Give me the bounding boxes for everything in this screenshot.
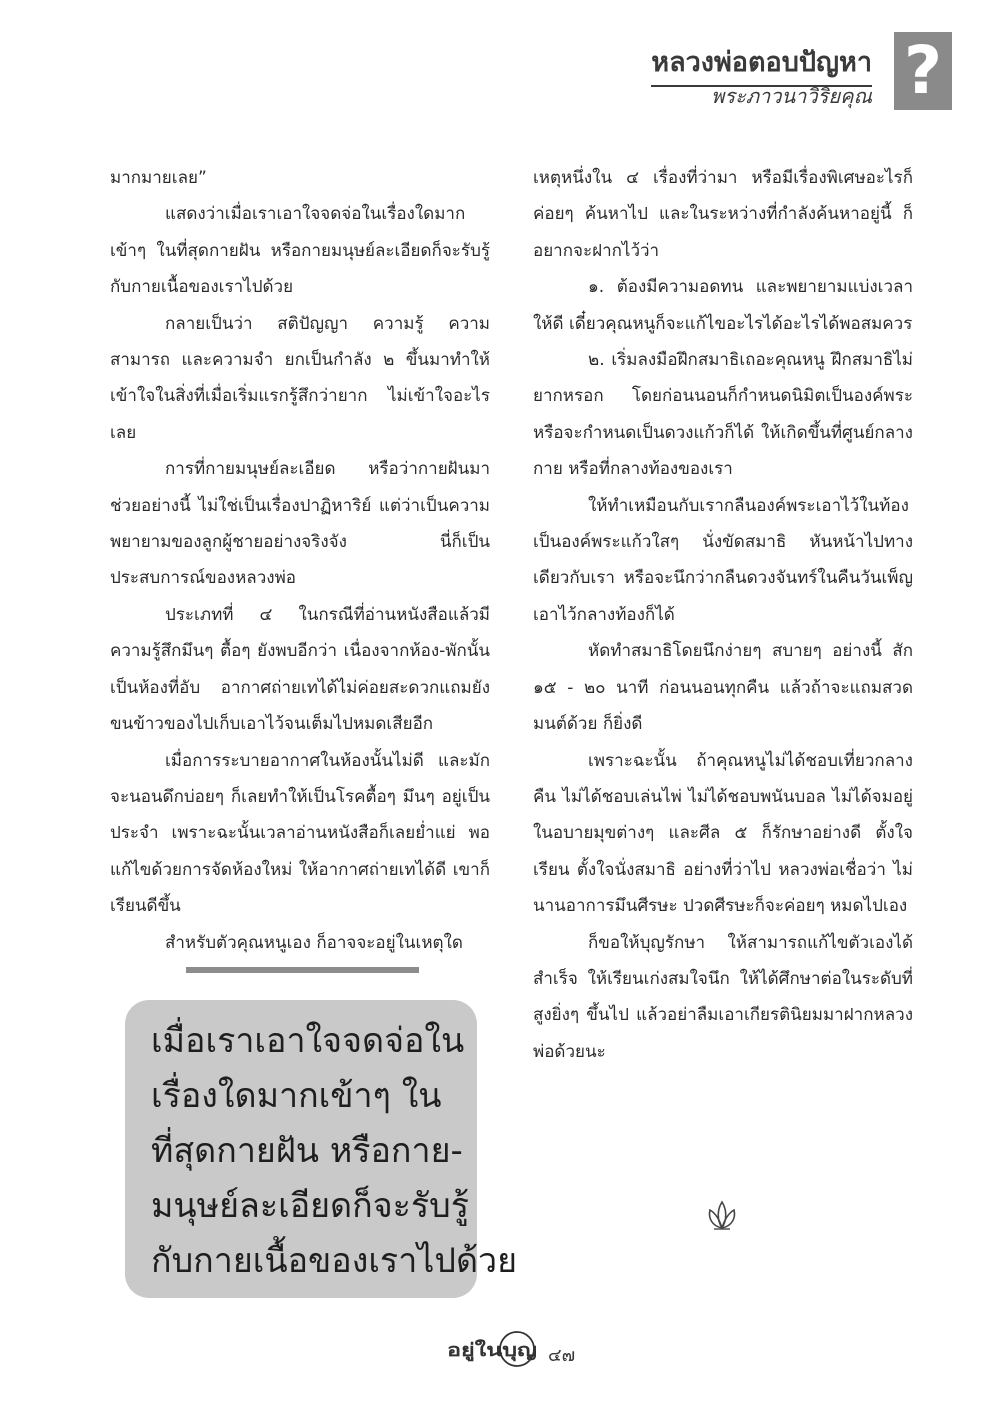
pull-quote-line-1: เมื่อเราเอาใจจดจ่อใน xyxy=(151,1021,465,1061)
pull-quote-line-5: กับกายเนื้อของเราไปด้วย xyxy=(151,1241,518,1281)
right-paragraph-1: เหตุหนึ่งใน ๔ เรื่องที่ว่ามา หรือมีเรื่องพิเศษอะไรก็ค่อยๆ ค้นหาไป และในระหว่างที่กำลังค้นหาอยู่นี้ ก็อยากจะฝากไว้ว่า xyxy=(533,168,913,261)
page-number: ๔๗ xyxy=(548,1345,576,1366)
left-paragraph-2: แสดงว่าเมื่อเราเอาใจจดจ่อในเรื่องใดมากเข้าๆ ในที่สุดกายฝัน หรือกายมนุษย์ละเอียดก็จะรับรู้กับกายเนื้อของเราไปด้วย xyxy=(110,204,490,298)
left-paragraph-7: สำหรับตัวคุณหนูเอง ก็อาจจะอยู่ในเหตุใด xyxy=(165,932,463,953)
pull-quote-line-3: ที่สุดกายฝัน หรือกาย- xyxy=(151,1131,463,1171)
pull-quote-line-4: มนุษย์ละเอียดก็จะรับรู้ xyxy=(151,1186,470,1226)
right-paragraph-3: ๒. เริ่มลงมือฝึกสมาธิเถอะคุณหนู ฝึกสมาธิไม่ยากหรอก โดยก่อนนอนก็กำหนดนิมิตเป็นองค์พระ หรือจะกำหนดเป็นดวงแก้วก็ได้ ให้เกิดขึ้นที่ศูนย์กลางกาย หรือที่กลางท้องของเรา xyxy=(533,350,913,480)
header-author: พระภาวนาวิริยคุณ xyxy=(711,84,872,108)
lotus-ornament-icon xyxy=(702,1198,742,1232)
footer-logo xyxy=(445,1330,545,1368)
left-paragraph-5: ประเภทที่ ๔ ในกรณีที่อ่านหนังสือแล้วมีความรู้สึกมึนๆ ตื้อๆ ยังพบอีกว่า เนื่องจากห้อง-พักนั้นเป็นห้องที่อับ อากาศถ่ายเทได้ไม่ค่อยสะดวกแถมยังขนข้าวของไปเก็บเอาไว้จนเต็มไปหมดเสียอีก xyxy=(110,604,490,735)
right-paragraph-5: หัดทำสมาธิโดยนึกง่ายๆ สบายๆ อย่างนี้ สัก ๑๕ - ๒๐ นาที ก่อนนอนทุกคืน แล้วถ้าจะแถมสวดมนต์ด้วย ก็ยิ่งดี xyxy=(533,641,913,735)
footer-logo-text: อยู่ในบุญ xyxy=(447,1340,517,1361)
right-paragraph-6: เพราะฉะนั้น ถ้าคุณหนูไม่ได้ชอบเที่ยวกลางคืน ไม่ได้ชอบเล่นไพ่ ไม่ได้ชอบพนันบอล ไม่ได้จมอยู่ในอบายมุขต่างๆ และศีล ๕ ก็รักษาอย่างดี ตั้งใจเรียน ตั้งใจนั่งสมาธิ อย่างที่ว่าไป หลวงพ่อเชื่อว่า ไม่นานอาการมึนศีรษะ ปวดศีรษะก็จะค่อยๆ หมดไปเอง xyxy=(533,750,913,917)
header-title: หลวงพ่อตอบปัญหา xyxy=(651,40,872,87)
pull-quote-line-2: เรื่องใดมากเข้าๆ ใน xyxy=(151,1076,442,1116)
right-paragraph-4: ให้ทำเหมือนกับเรากลืนองค์พระเอาไว้ในท้องเป็นองค์พระแก้วใสๆ นั่งขัดสมาธิ หันหน้าไปทางเดียวกับเรา หรือจะนึกว่ากลืนดวงจันทร์ในคืนวันเพ็ญเอาไว้กลางท้องก็ได้ xyxy=(533,495,913,625)
left-paragraph-6: เมื่อการระบายอากาศในห้องนั้นไม่ดี และมักจะนอนดึกบ่อยๆ ก็เลยทำให้เป็นโรคตื้อๆ มึนๆ อยู่เป็นประจำ เพราะฉะนั้นเวลาอ่านหนังสือก็เลยย่ำแย่ พอแก้ไขด้วยการจัดห้องใหม่ ให้อากาศถ่ายเทได้ดี เขาก็เรียนดีขึ้น xyxy=(110,750,490,917)
right-column xyxy=(533,160,913,1070)
quote-divider xyxy=(186,967,419,973)
question-mark-icon: ? xyxy=(894,32,952,110)
left-paragraph-1: มากมายเลย” xyxy=(110,168,207,188)
pull-quote xyxy=(125,1000,518,1298)
right-paragraph-7: ก็ขอให้บุญรักษา ให้สามารถแก้ไขตัวเองได้สำเร็จ ให้เรียนเก่งสมใจนึก ให้ได้ศึกษาต่อในระดับที่สูงยิ่งๆ ขึ้นไป แล้วอย่าลืมเอาเกียรตินิยมมาฝากหลวงพ่อด้วยนะ xyxy=(533,932,913,1062)
left-paragraph-3: กลายเป็นว่า สติปัญญา ความรู้ ความสามารถ และความจำ ยกเป็นกำลัง ๒ ขึ้นมาทำให้เข้าใจในสิ่งที่เมื่อเริ่มแรกรู้สึกว่ายาก ไม่เข้าใจอะไรเลย xyxy=(110,313,490,443)
right-paragraph-2: ๑. ต้องมีความอดทน และพยายามแบ่งเวลาให้ดี เดี๋ยวคุณหนูก็จะแก้ไขอะไรได้อะไรได้พอสมควร xyxy=(533,277,913,334)
left-column xyxy=(110,160,490,961)
left-paragraph-4: การที่กายมนุษย์ละเอียด หรือว่ากายฝันมาช่วยอย่างนี้ ไม่ใช่เป็นเรื่องปาฏิหาริย์ แต่ว่าเป็นความพยายามของลูกผู้ชายอย่างจริงจัง นี่ก็เป็นประสบการณ์ของหลวงพ่อ xyxy=(110,459,490,589)
